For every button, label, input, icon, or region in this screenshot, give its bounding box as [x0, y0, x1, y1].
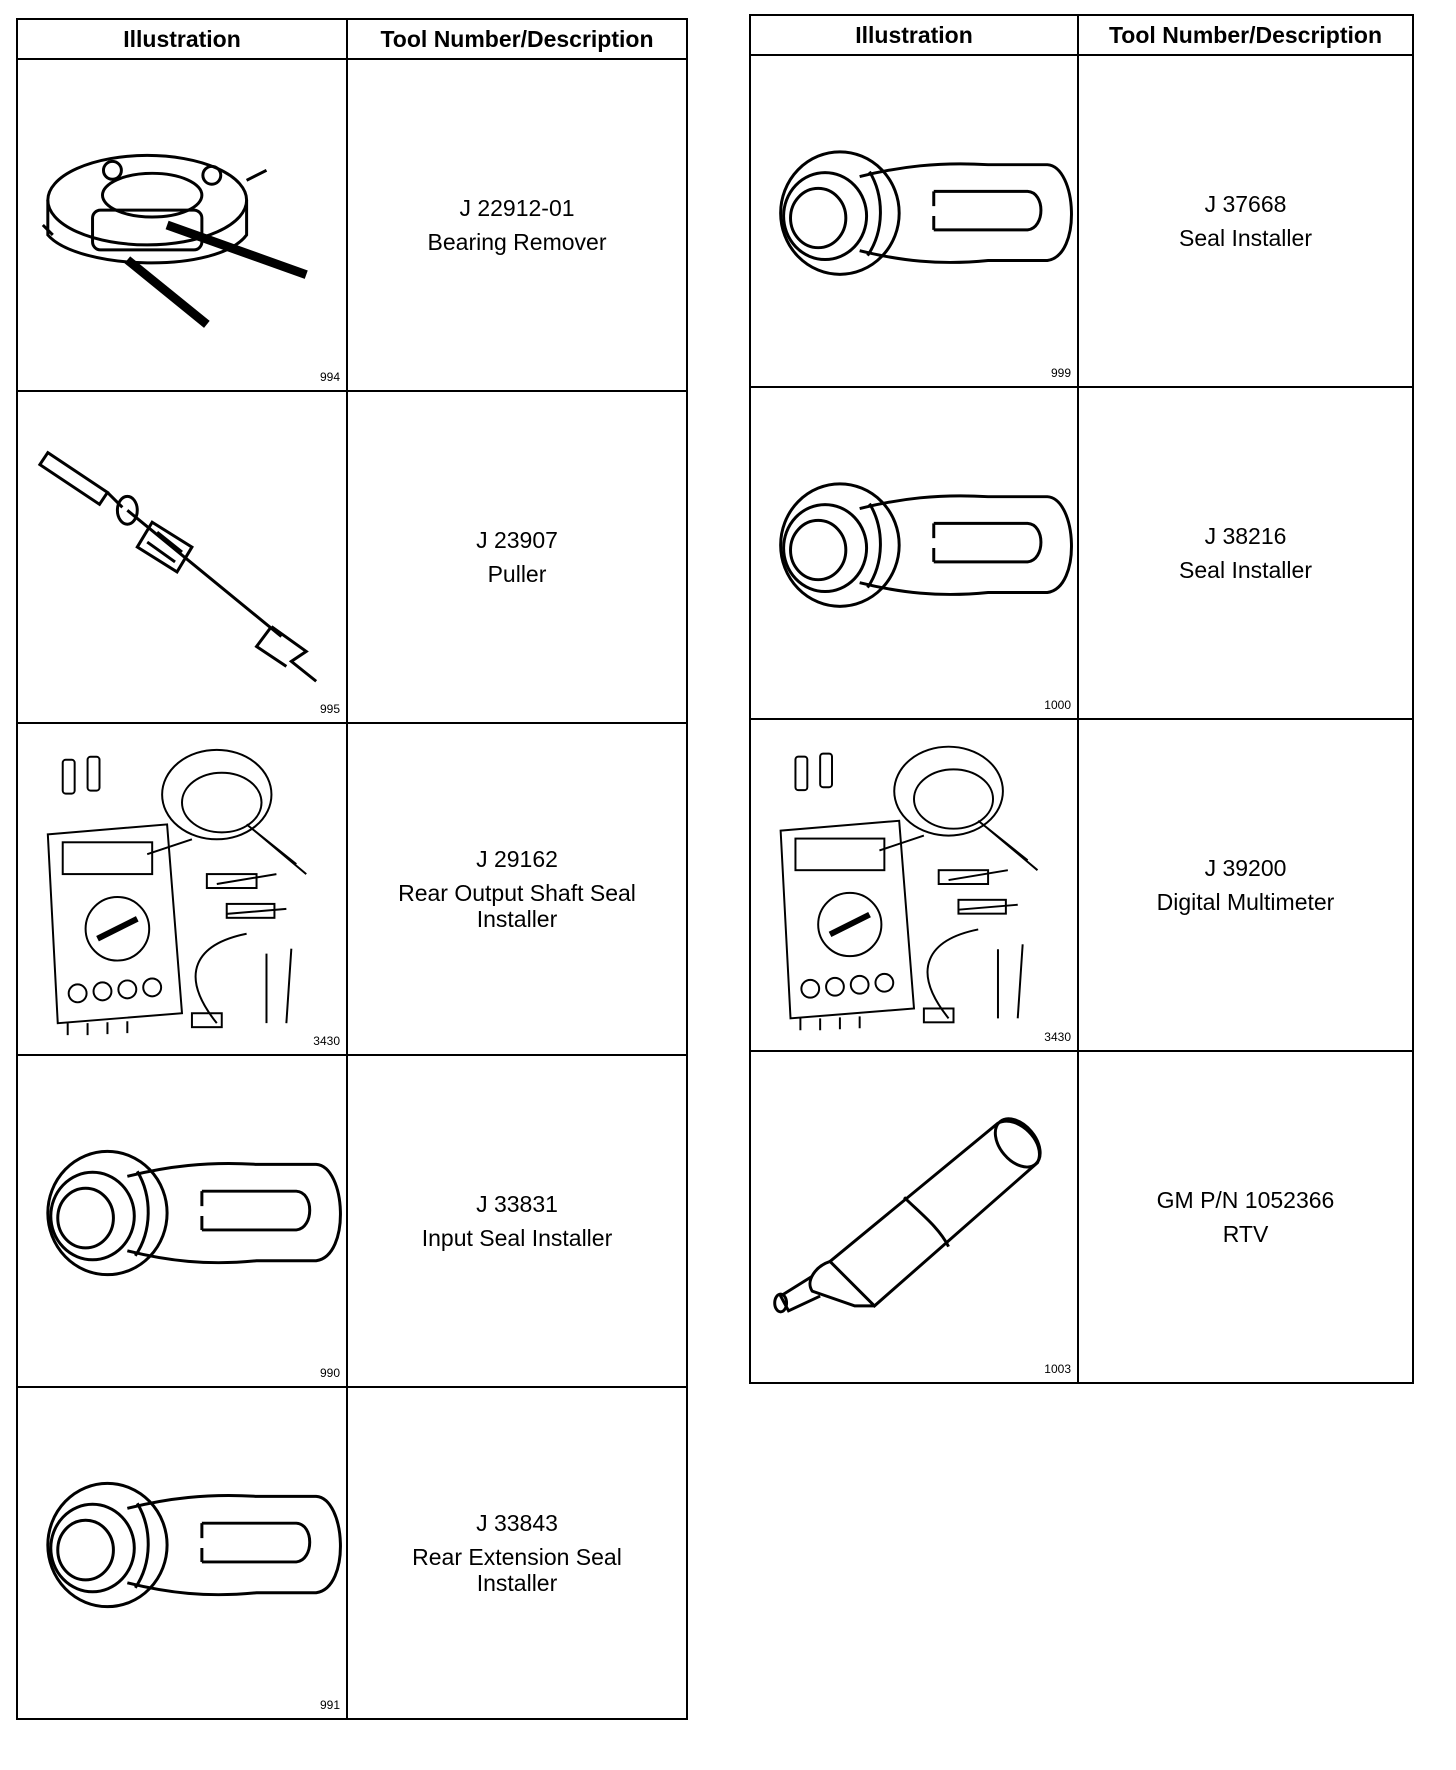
table-row — [750, 719, 1413, 1051]
table-row — [17, 723, 687, 1055]
multimeter-icon — [18, 724, 346, 1054]
table-row — [17, 1387, 687, 1719]
table-row — [17, 1055, 687, 1387]
tool-description: Input Seal Installer — [421, 1225, 613, 1251]
illustration-cell — [17, 1055, 347, 1387]
figure-number: 3430 — [1044, 1030, 1071, 1044]
figure-number: 1000 — [1044, 698, 1071, 712]
figure-number: 991 — [319, 1698, 340, 1712]
tool-cell — [347, 1055, 687, 1387]
tool-cell — [1078, 719, 1413, 1051]
tool-cell — [1078, 55, 1413, 387]
tool-header: Tool Number/Description — [347, 19, 687, 59]
figure-number: 994 — [319, 370, 340, 384]
tool-cell — [347, 723, 687, 1055]
tool-cell — [347, 1387, 687, 1719]
tool-cell — [347, 391, 687, 723]
seal-installer-icon — [751, 56, 1077, 386]
tool-number: J 33843 — [476, 1510, 558, 1536]
illustration-cell — [750, 1051, 1078, 1383]
table-row — [750, 55, 1413, 387]
illustration-cell — [750, 719, 1078, 1051]
tool-cell — [1078, 1051, 1413, 1383]
illustration-cell — [17, 391, 347, 723]
figure-number: 1003 — [1044, 1362, 1071, 1376]
tool-description: Rear Extension Seal Installer — [412, 1544, 622, 1596]
tool-description: RTV — [1222, 1221, 1269, 1247]
figure-number: 999 — [1050, 366, 1071, 380]
tool-number: J 22912-01 — [459, 195, 575, 221]
illustration-cell — [750, 387, 1078, 719]
illustration-cell — [17, 1387, 347, 1719]
illustration-cell — [17, 59, 347, 391]
seal-installer-icon — [18, 1388, 346, 1718]
table-row — [750, 387, 1413, 719]
table-header-row — [750, 15, 1413, 55]
tool-description: Seal Installer — [1179, 557, 1312, 583]
illustration-cell — [750, 55, 1078, 387]
tool-number: J 29162 — [476, 846, 558, 872]
tool-number: J 39200 — [1204, 855, 1287, 881]
tool-number: J 37668 — [1204, 191, 1287, 217]
tool-description: Seal Installer — [1179, 225, 1312, 251]
illustration-header: Illustration — [750, 15, 1078, 55]
seal-installer-icon — [751, 388, 1077, 718]
table-row — [17, 59, 687, 391]
tool-table-left — [16, 18, 688, 1720]
rtv-tube-icon — [751, 1052, 1077, 1382]
tool-number: J 33831 — [476, 1191, 558, 1217]
tool-number: J 38216 — [1204, 523, 1287, 549]
tool-cell — [347, 59, 687, 391]
multimeter-icon — [751, 720, 1077, 1050]
table-row — [17, 391, 687, 723]
tool-cell — [1078, 387, 1413, 719]
bearing-remover-icon — [18, 60, 346, 390]
illustration-cell — [17, 723, 347, 1055]
tool-description: Puller — [487, 561, 547, 587]
tool-table-right — [749, 14, 1414, 1384]
puller-icon — [18, 392, 346, 722]
illustration-header: Illustration — [17, 19, 347, 59]
tool-number: GM P/N 1052366 — [1156, 1187, 1335, 1213]
tool-description: Digital Multimeter — [1156, 889, 1335, 915]
figure-number: 995 — [319, 702, 340, 716]
tool-description: Rear Output Shaft Seal Installer — [398, 880, 636, 932]
figure-number: 3430 — [313, 1034, 340, 1048]
seal-installer-icon — [18, 1056, 346, 1386]
tool-header: Tool Number/Description — [1078, 15, 1413, 55]
table-row — [750, 1051, 1413, 1383]
tool-description: Bearing Remover — [427, 229, 607, 255]
table-header-row — [17, 19, 687, 59]
figure-number: 990 — [319, 1366, 340, 1380]
tool-number: J 23907 — [476, 527, 558, 553]
